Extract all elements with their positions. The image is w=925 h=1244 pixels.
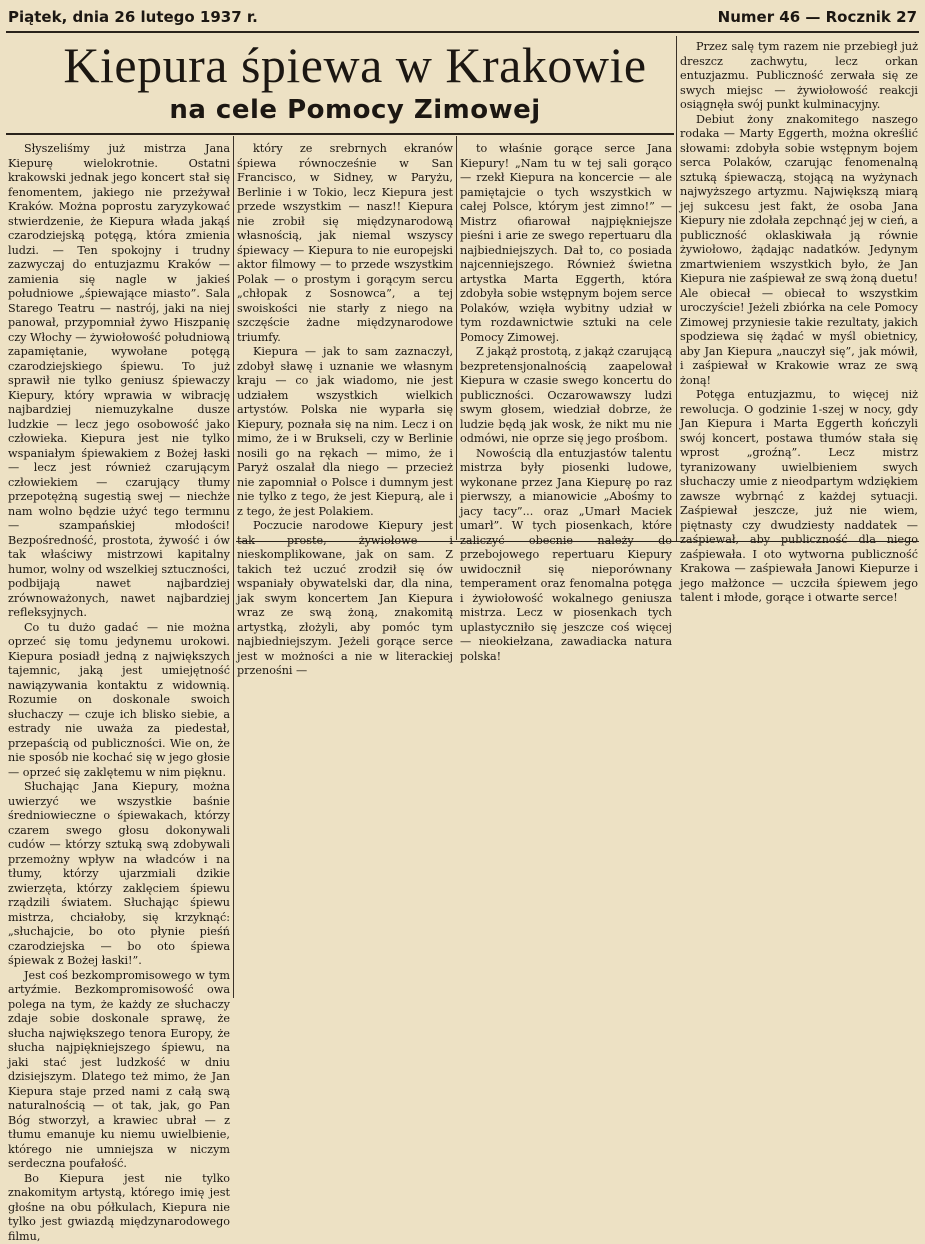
article-title: Kiepura śpiewa w Krakowie [60, 38, 650, 92]
paragraph: który ze srebrnych ekranów śpiewa równocześnie w San Francisco, w Sidney, w Paryżu, Berlinie i w Tokio, lecz Kiepura jest przede wszystkim — nasz!! Kiepura nie zrobił się międzynarodową własnością, jak niemal wszyscy śpiewacy — Kiepura to nie europejski aktor filmowy — to przede wszystkim Polak — o prostym i gorącym sercu „chłopak z Sosnowca”, a tej swoiskości nie starły z niego na szczęście żadne międzynarodowe triumfy. [237, 142, 453, 345]
page-header [8, 8, 917, 30]
paragraph: Nowością dla entuzjastów talentu mistrza były piosenki ludowe, wykonane przez Jana Kiepurę po raz pierwszy, a mianowicie „Abośmy to jacy tacy”... oraz „Umarł Maciek umarł”. W tych piosenkach, które zaliczyć obecnie należy do przebojowego repertuaru Kiepury uwidocznił się nieporównany temperament oraz fenomalna potęga i żywiołowość wokalnego geniusza mistrza. Lecz w piosenkach tych uplastyczniło się jeszcze coś więcej — nieokiełzana, zawadiacka natura polska! [460, 447, 672, 665]
column-1 [8, 142, 230, 998]
article-subtitle: na cele Pomocy Zimowej [60, 94, 650, 126]
paragraph: Kiepura — jak to sam zaznaczył, zdobył sławę i uznanie we własnym kraju — co jak wiadomo, nie jest udziałem wszystkich wielkich artystów. Polska nie wyparła się Kiepury, poznała się na nim. Lecz i on mimo, że i w Brukseli, czy w Berlinie nosili go na rękach — mimo, że i Paryż oszalał dla niego — przecież nie zapomniał o Polsce i dumnym jest nie tylko z tego, że jest Kiepurą, ale i z tego, że jest Polakiem. [237, 345, 453, 519]
header-rule [6, 31, 919, 33]
column-4 [680, 40, 918, 542]
paragraph: Bo Kiepura jest nie tylko znakomitym artystą, którego imię jest głośne na obu półkulach, Kiepura nie tylko jest gwiazdą międzynarodowego filmu, [8, 1172, 230, 1244]
issue-number: Numer 46 — Rocznik 27 [718, 8, 917, 26]
paragraph: Co tu dużo gadać — nie można oprzeć się tomu jedynemu urokowi. Kiepura posiadł jedną z największych tajemnic, jaką jest umiejętność nawiązywania kontaktu z widownią. Rozumie on doskonale swoich słuchaczy — czuje ich blisko siebie, a estrady nie uważa za piedestał, przepaścią od publiczności. Wie on, że nie sposób nie kochać się w jego głosie — oprzeć się zaklętemu w nim pięknu. [8, 621, 230, 781]
paragraph: Potęga entuzjazmu, to więcej niż rewolucja. O godzinie 1-szej w nocy, gdy Jan Kiepura i Marta Eggerth kończyli swój koncert, postawa tłumów stała się wprost „groźną”. Lecz mistrz tyranizowany uwielbieniem swych słuchaczy umie z nieodpartym wdziękiem zawsze wybrnąć z każdej sytuacji. Zaśpiewał jeszcze, już nie wiem, piętnasty czy dwudziesty naddatek — zaśpiewał, aby publiczność dla niego zaśpiewała. I oto wytworna publiczność Krakowa — zaśpiewała Janowi Kiepurze i jego małżonce — uczciła śpiewem jego talent i młode, gorące i otwarte serce! [680, 388, 918, 606]
column-3 [460, 142, 672, 542]
column-2 [237, 142, 453, 542]
paragraph: Słyszeliśmy już mistrza Jana Kiepurę wielokrotnie. Ostatni krakowski jednak jego koncert stał się fenomentem, jakiego nie przeżywał Kraków. Można poprostu zaryzykować stwierdzenie, że Kiepura włada jakąś czarodziejską potęgą, która zmienia ludzi. — Ten spokojny i trudny zazwyczaj do entuzjazmu Kraków — zamienia się nagle w jakieś południowe „śpiewające miasto”. Sala Starego Teatru — nastrój, jaki na niej panował, przypomniał żywo Hiszpanię czy Włochy — żywiołowość południową zapamiętanie, wywołane potęgą czarodziejskiego śpiewu. To już sprawił nie tylko geniusz śpiewaczy Kiepury, który wprawia w wibrację najbardziej niemuzykalne dusze ludzkie — lecz jego osobowość jako człowieka. Kiepura jest nie tylko wspaniałym śpiewakiem z Bożej łaski — lecz jest również czarującym człowiekiem — czarujący tłumy przepotężną sugestią swej — niechże nam wolno będzie użyć tego termınu — szampańskiej młodości! Bezpośredność, prostota, żywość i ów tak właściwy mistrzowi kapitalny humor, wolny od wszelkiej sztuczności, podbijają nawet najbardziej zrównoważonych, nawet najbardziej refleksyjnych. [8, 142, 230, 621]
headline-rule [6, 133, 674, 135]
issue-date: Piątek, dnia 26 lutego 1937 r. [8, 8, 258, 26]
paragraph: Debiut żony znakomitego naszego rodaka — Marty Eggerth, można określić słowami: zdobyła sobie wstępnym bojem serca Polaków, czarując fenomenalną sztuką śpiewaczą, stojącą na wyżynach najwyższego artyzmu. Największą miarą jej sukcesu jest fakt, że osoba Jana Kiepury nie zdołała zepchnąć jej w cień, a publiczność oklaskiwała ją równie żywiołowo, żądając nadatków. Jedynym zmartwieniem wszystkich było, że Jan Kiepura nie zaśpiewał ze swą żoną duetu! Ale obiecał — obiecał to wszystkim uroczyście! Jeżeli zbiórka na cele Pomocy Zimowej przyniesie takie rezultaty, jakich spodziewa się żądać w myśl obietnicy, aby Jan Kiepura „nauczył się”, jak mówił, i zaśpiewał w Krakowie wraz ze swą żoną! [680, 113, 918, 389]
paragraph: Słuchając Jana Kiepury, można uwierzyć we wszystkie baśnie średniowieczne o śpiewakach, którzy czarem swego głosu dokonywali cudów — którzy sztuką swą zdobywali przemożny wpływ na władców i na tłumy, którzy ujarzmiali dzikie zwierzęta, którzy zaklęciem śpiewu rządzili światem. Słuchając śpiewu mistrza, chciałoby, się krzyknąć: „słuchajcie, bo oto płynie pieśń czarodziejska — bo oto śpiewa śpiewak z Bożej łaski!”. [8, 780, 230, 969]
article-end-rule [236, 541, 919, 542]
headline-block [60, 38, 650, 126]
paragraph: Poczucie narodowe Kiepury jest tak proste, żywiołowe i nieskomplikowane, jak on sam. Z takich też uczuć zrodził się ów wspaniały obywatelski dar, dla nina, jak swym koncertem Jan Kiepura wraz ze swą żoną, znakomitą artystką, złożyli, aby pomóc tym najbiedniejszym. Jeżeli gorące serce jest w możności a nie w literackiej przenośni — [237, 519, 453, 679]
paragraph: Przez salę tym razem nie przebiegł już dreszcz zachwytu, lecz orkan entuzjazmu. Publiczność zerwała się ze swych miejsc — żywiołowość reakcji osiągnęła swój punkt kulminacyjny. [680, 40, 918, 113]
paragraph: Z jakąż prostotą, z jakąż czarującą bezpretensjonalnością zaapelował Kiepura w czasie swego koncertu do publiczności. Oczarowawszy ludzi swym głosem, wiedział dobrze, że ludzie będą jak wosk, że nikt mu nie odmówi, nie oprze się jego prośbom. [460, 345, 672, 447]
column-divider [676, 36, 677, 541]
column-divider [456, 136, 457, 540]
paragraph: to właśnie gorące serce Jana Kiepury! „Nam tu w tej sali gorąco — rzekł Kiepura na koncercie — ale pamiętajcie o tych wszystkich w całej Polsce, którym jest zimno!” — Mistrz ofiarował najpiękniejsze pieśni i arie ze swego repertuaru dla najbiedniejszych. Dał to, co posiada najcenniejszego. Również świetna artystka Marta Eggerth, która zdobyła sobie wstępnym bojem serce Polaków, wzięła wybitny udział w tym rozdawnictwie sztuki na cele Pomocy Zimowej. [460, 142, 672, 345]
column-divider [233, 136, 234, 998]
paragraph: Jest coś bezkompromisowego w tym artyźmie. Bezkompromisowość owa polega na tym, że każdy ze słuchaczy zdaje sobie doskonale sprawę, że słucha największego tenora Europy, że słucha najpiękniejszego śpiewu, na jaki stać jest ludzkość w dniu dzisiejszym. Dlatego też mimo, że Jan Kiepura staje przed nami z całą swą naturalnością — ot tak, jak, go Pan Bóg stworzył, a krawiec ubrał — z tłumu emanuje ku niemu uwielbienie, którego nie umniejsza w niczym serdeczna poufałość. [8, 969, 230, 1172]
